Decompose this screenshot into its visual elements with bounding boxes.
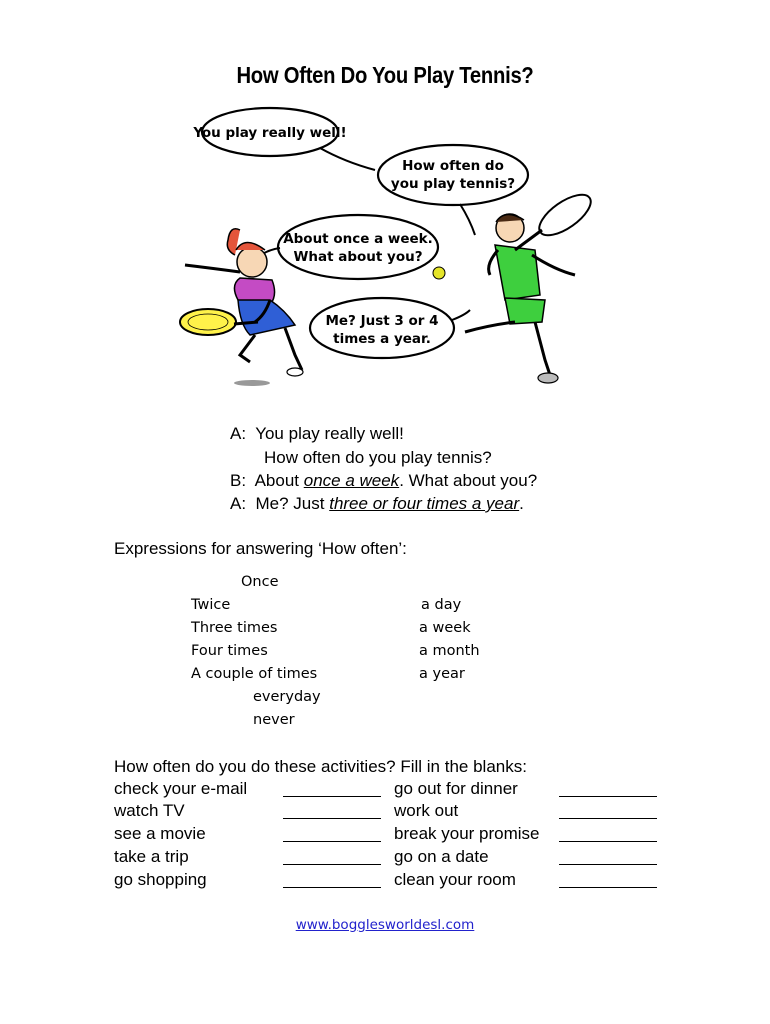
activity-item: watch TV — [114, 801, 185, 820]
expression-right-item: a week — [419, 620, 471, 636]
expression-right-item: a month — [419, 643, 480, 659]
dialogue-text: . What about you? — [399, 471, 538, 490]
dialogue-line-4 — [230, 494, 524, 514]
website-link[interactable]: www.bogglesworldesl.com — [295, 917, 475, 933]
dialogue-text: About — [254, 471, 304, 490]
bubble-3-line2: What about you? — [293, 249, 423, 265]
dialogue-line-2 — [264, 448, 492, 468]
tennis-illustration — [170, 100, 600, 395]
expression-left-item: Four times — [191, 643, 268, 659]
bubble-2-line2: you play tennis? — [390, 176, 516, 192]
expressions-heading: Expressions for answering ‘How often’: — [114, 539, 407, 558]
dialogue-line-1 — [230, 424, 404, 444]
underlined-frequency: once a week — [303, 471, 400, 490]
speech-bubble-4 — [310, 298, 470, 358]
answer-blank[interactable] — [283, 863, 381, 865]
activity-item: take a trip — [114, 847, 189, 866]
expression-right-item: a year — [419, 666, 465, 682]
dialogue-text: You play really well! — [255, 424, 404, 443]
speech-bubble-3 — [255, 215, 438, 279]
activity-item: check your e-mail — [114, 779, 248, 798]
expression-left-item: Twice — [191, 597, 231, 613]
dialogue-text: . — [519, 494, 524, 513]
bubble-4-line1: Me? Just 3 or 4 — [325, 313, 439, 329]
answer-blank[interactable] — [283, 840, 381, 842]
speaker-label: A: — [230, 494, 247, 513]
expression-right-item: a day — [421, 597, 462, 613]
answer-blank[interactable] — [559, 863, 657, 865]
answer-blank[interactable] — [559, 795, 657, 797]
dialogue-line-3 — [230, 471, 537, 491]
answer-blank[interactable] — [559, 817, 657, 819]
bubble-3-line1: About once a week. — [283, 231, 433, 247]
expression-once: Once — [241, 574, 279, 590]
answer-blank[interactable] — [559, 886, 657, 888]
speech-bubble-1 — [192, 108, 375, 170]
answer-blank[interactable] — [283, 817, 381, 819]
activity-item: see a movie — [114, 824, 206, 843]
activities-heading: How often do you do these activities? Fill in the blanks: — [114, 757, 527, 776]
activity-item: go on a date — [394, 847, 489, 866]
speaker-label: A: — [230, 424, 247, 443]
expression-left-item: Three times — [191, 620, 278, 636]
expression-never: never — [253, 712, 295, 728]
activity-item: break your promise — [394, 824, 540, 843]
dialogue-text: How often do you play tennis? — [264, 448, 492, 467]
answer-blank[interactable] — [283, 795, 381, 797]
underlined-frequency: three or four times a year — [329, 494, 520, 513]
activity-item: work out — [394, 801, 459, 820]
bubble-2-line1: How often do — [402, 158, 504, 174]
bubble-1-text: You play really well! — [193, 125, 347, 141]
expression-left-item: A couple of times — [191, 666, 318, 682]
tennis-ball — [433, 267, 445, 279]
boy-player-figure — [465, 187, 597, 383]
activity-item: clean your room — [394, 870, 516, 889]
expression-everyday: everyday — [253, 689, 321, 705]
bubble-4-line2: times a year. — [333, 331, 431, 347]
page-title: How Often Do You Play Tennis? — [236, 62, 534, 88]
answer-blank[interactable] — [283, 886, 381, 888]
activity-item: go out for dinner — [394, 779, 518, 798]
speaker-label: B: — [230, 471, 247, 490]
answer-blank[interactable] — [559, 840, 657, 842]
activity-item: go shopping — [114, 870, 207, 889]
dialogue-text: Me? Just — [255, 494, 330, 513]
